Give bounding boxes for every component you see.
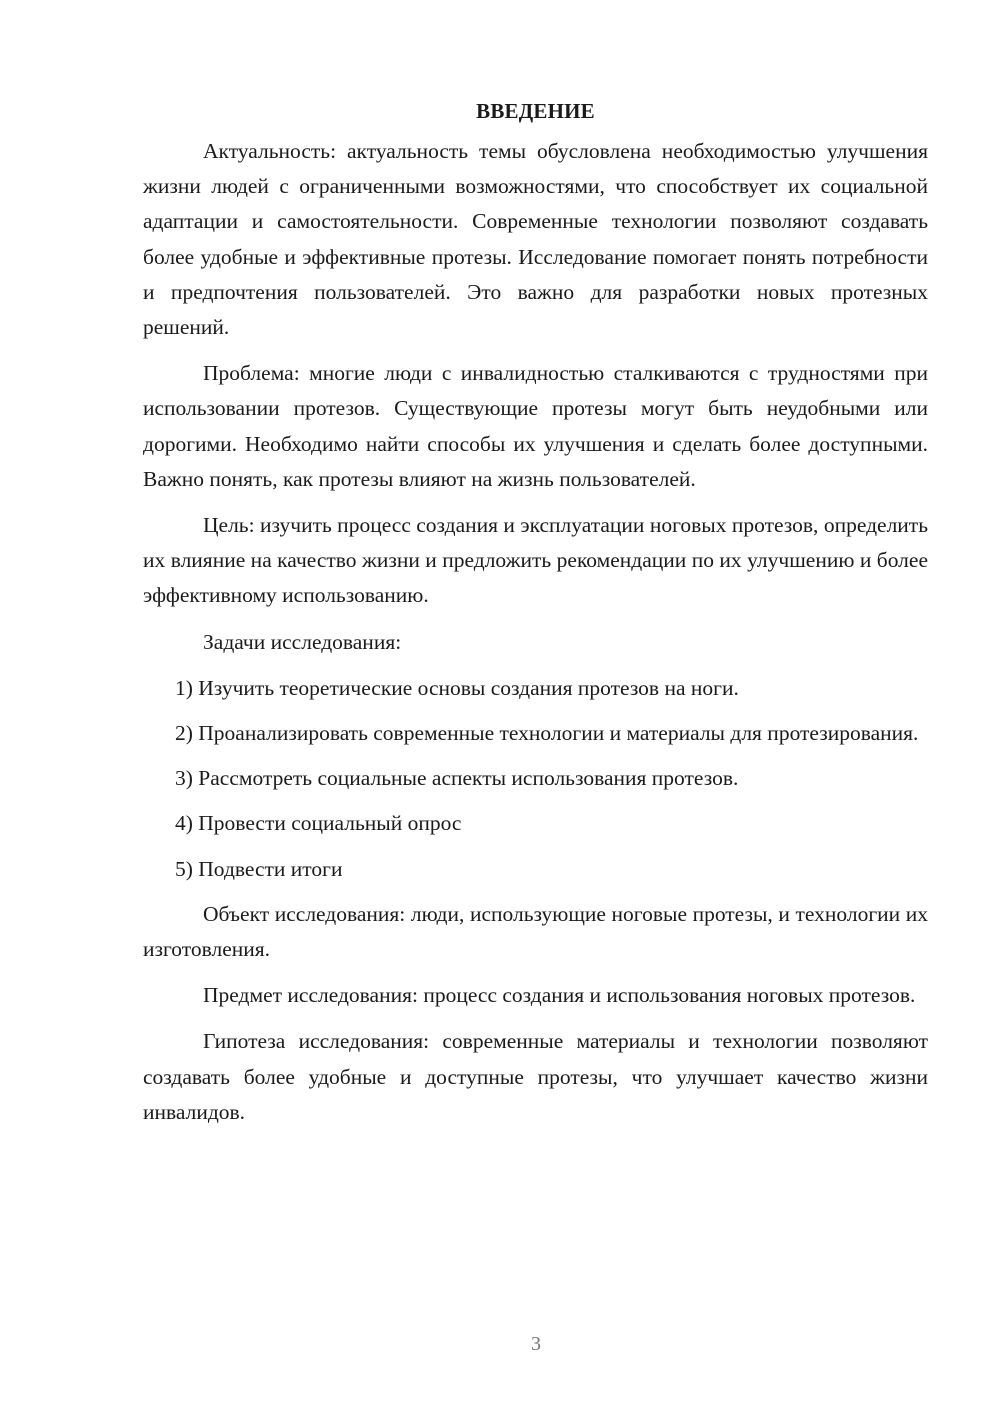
document-body <box>143 94 928 1141</box>
tasks-heading: Задачи исследования: <box>203 629 402 654</box>
task-item-1: 1) Изучить теоретические основы создания протезов на ноги. <box>175 675 739 700</box>
task-item-2: 2) Проанализировать современные технологии и материалы для протезирования. <box>175 721 919 746</box>
page-number: 3 <box>531 1333 541 1355</box>
task-item-3: 3) Рассмотреть социальные аспекты использования протезов. <box>175 766 739 791</box>
subject-paragraph: Предмет исследования: процесс создания и использования ноговых протезов. <box>203 983 916 1008</box>
goal-paragraph: Цель: изучить процесс создания и эксплуатации ноговых протезов, определить их влияние на качество жизни и предложить рекомендации по их улучшению и более эффективному использованию. <box>143 513 928 608</box>
object-paragraph: Объект исследования: люди, использующие ноговые протезы, и технологии их изготовления. <box>143 901 928 962</box>
task-item-5: 5) Подвести итоги <box>175 856 343 881</box>
task-item-4: 4) Провести социальный опрос <box>175 811 462 836</box>
relevance-paragraph: Актуальность: актуальность темы обусловлена необходимостью улучшения жизни людей с ограниченными возможностями, что способствует их социальной адаптации и самостоятельности. Современные технологии позволяют создавать более удобные и эффективные протезы. Исследование помогает понять потребности и предпочтения пользователей. Это важно для разработки новых протезных решений. <box>143 139 928 340</box>
problem-paragraph: Проблема: многие люди с инвалидностью сталкиваются с трудностями при использовании протезов. Существующие протезы могут быть неудобными или дорогими. Необходимо найти способы их улучшения и сделать более доступными. Важно понять, как протезы влияют на жизнь пользователей. <box>143 361 928 491</box>
hypothesis-paragraph: Гипотеза исследования: современные материалы и технологии позволяют создавать более удобные и доступные протезы, что улучшает качество жизни инвалидов. <box>143 1029 928 1124</box>
section-title: ВВЕДЕНИЕ <box>476 99 595 123</box>
